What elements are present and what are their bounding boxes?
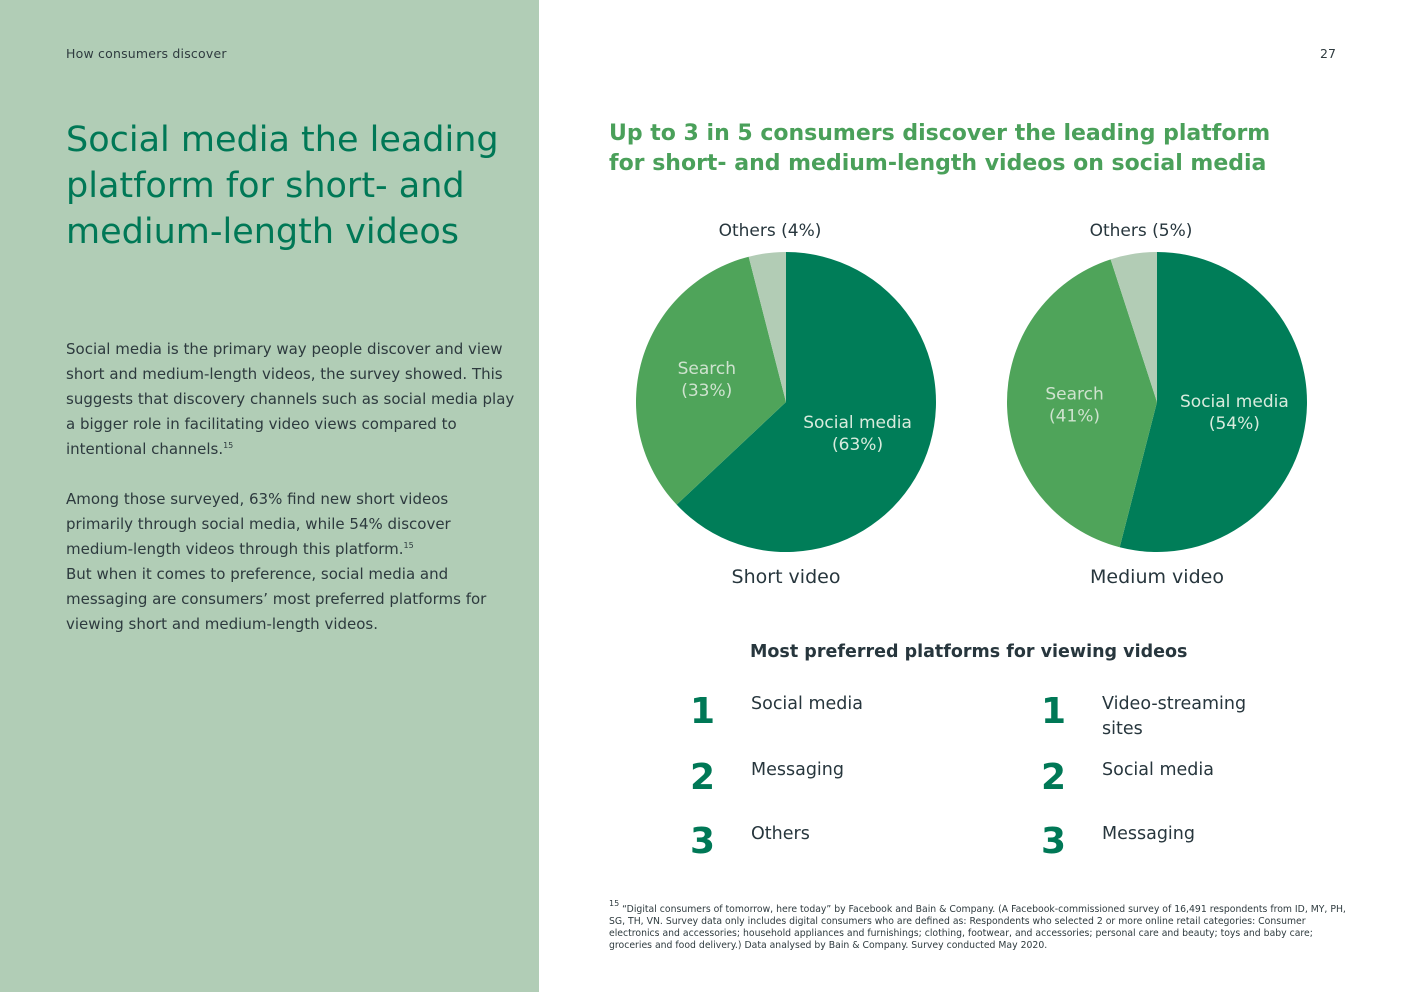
slice-label: Search — [1045, 384, 1104, 405]
body-paragraph-1-text: Social media is the primary way people discover and view short and medium-length videos, the survey showed. This suggests that discovery channels such as social media play a bigger role in facilitating video views compared to intentional channels. — [66, 340, 515, 458]
chart-heading: Up to 3 in 5 consumers discover the leading platform for short- and medium-length videos on social media — [609, 121, 1271, 176]
rank-number: 1 — [690, 691, 716, 732]
preferred-heading: Most preferred platforms for viewing videos — [750, 642, 1188, 662]
footnote-ref: 15 — [223, 441, 234, 450]
rank-label: Others — [751, 824, 810, 844]
rank-number: 3 — [690, 821, 716, 862]
rank-number: 2 — [1041, 757, 1067, 798]
pie-title: Medium video — [1090, 566, 1224, 588]
slice-label: Social media — [803, 412, 912, 433]
body-paragraph-2b: But when it comes to preference, social media and messaging are consumers’ most preferred platforms for viewing short and medium-length videos. — [66, 565, 487, 633]
rank-label: Messaging — [751, 760, 844, 780]
page-number: 27 — [1320, 46, 1336, 61]
rank-label: Social media — [751, 694, 863, 714]
body-paragraph-2 — [66, 487, 516, 637]
others-outside-label: Others (4%) — [718, 221, 822, 241]
rank-number: 1 — [1041, 691, 1067, 732]
rank-label: Messaging — [1102, 824, 1195, 844]
body-paragraph-1 — [66, 337, 516, 462]
footnote-ref: 15 — [403, 541, 414, 550]
page-title: Social media the leading platform for short- and medium-length videos — [66, 120, 499, 252]
section-label: How consumers discover — [66, 46, 227, 61]
body-paragraph-2a — [66, 487, 516, 562]
slice-value-label: (54%) — [1208, 413, 1260, 434]
footnote — [609, 899, 1349, 952]
slice-label: Search — [677, 358, 736, 379]
rank-number: 2 — [690, 757, 716, 798]
slice-value-label: (63%) — [832, 434, 884, 455]
slice-value-label: (41%) — [1049, 406, 1101, 427]
pie-charts — [560, 200, 1380, 600]
rank-label: Social media — [1102, 760, 1214, 780]
pie-title: Short video — [731, 566, 841, 588]
body-paragraph-2a-text: Among those surveyed, 63% find new short videos primarily through social media, while 54% discover medium-length videos through this platform. — [66, 490, 451, 558]
rank-number: 3 — [1041, 821, 1067, 862]
others-outside-label: Others (5%) — [1089, 221, 1193, 241]
rank-label: Video-streaming sites — [1102, 694, 1247, 739]
slice-label: Social media — [1180, 391, 1289, 412]
footnote-number: 15 — [609, 899, 620, 908]
footnote-text: “Digital consumers of tomorrow, here today” by Facebook and Bain & Company. (A Facebook-commissioned survey of 16,491 respondents from ID, MY, PH, SG, TH, VN. Survey data only includes digital consumers who are defined as: Respondents who selected 2 or more online retail categories: Consumer electronics and accessories; household appliances and furnishings; clothing, footwear, and accessories; personal care and beauty; toys and baby care; groceries and food delivery.) Data analysed by Bain & Company. Survey conducted May 2020. — [609, 904, 1346, 951]
slice-value-label: (33%) — [681, 380, 733, 401]
